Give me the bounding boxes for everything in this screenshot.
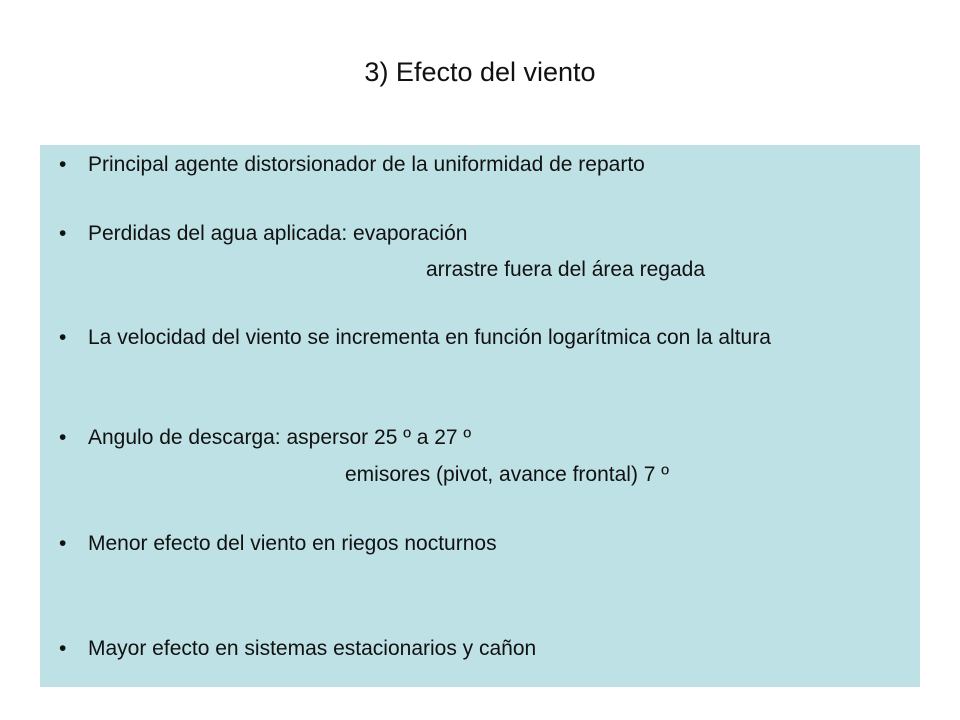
bullet-item-losses: Perdidas del agua aplicada: evaporación [88, 222, 468, 245]
bullet-item-wind-speed: La velocidad del viento se incrementa en función logarítmica con la altura [88, 326, 771, 349]
bullet-item-uniformity: Principal agente distorsionador de la uniformidad de reparto [88, 153, 645, 176]
bullet-marker: • [59, 532, 67, 555]
bullet-marker: • [59, 222, 67, 245]
bullet-item-discharge-angle: Angulo de descarga: aspersor 25 º a 27 º [88, 426, 472, 449]
bullet-marker: • [59, 326, 67, 349]
slide-title: 3) Efecto del viento [364, 57, 596, 87]
bullet-item-stationary-systems: Mayor efecto en sistemas estacionarios y cañon [88, 637, 537, 660]
bullet-item-discharge-angle-continuation: emisores (pivot, avance frontal) 7 º [345, 463, 669, 486]
bullet-marker: • [59, 153, 67, 176]
bullet-item-night-irrigation: Menor efecto del viento en riegos nocturnos [88, 532, 497, 555]
bullet-marker: • [59, 426, 67, 449]
bullet-marker: • [59, 637, 67, 660]
bullet-item-losses-continuation: arrastre fuera del área regada [426, 258, 705, 281]
